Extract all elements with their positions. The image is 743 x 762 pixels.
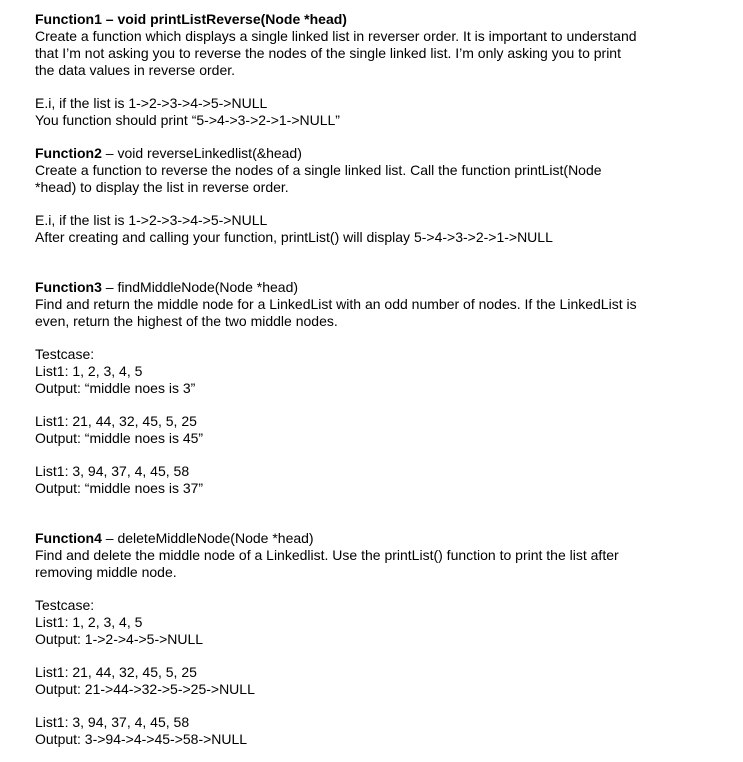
function3-heading: Function3 – findMiddleNode(Node *head): [35, 279, 299, 295]
function1-desc-line: the data values in reverse order.: [35, 62, 236, 78]
function4-section: [35, 530, 735, 748]
function4-case-output: Output: 3->94->4->45->58->NULL: [35, 731, 248, 747]
function4-testcase-label: Testcase:: [35, 597, 95, 613]
function4-desc-line: removing middle node.: [35, 564, 177, 580]
function4-heading: Function4 – deleteMiddleNode(Node *head): [35, 530, 314, 546]
function1-desc-line: Create a function which displays a single linked list in reverser order. It is important to understand: [35, 28, 637, 44]
function3-testcase-label: Testcase:: [35, 346, 95, 362]
function3-case-output: Output: “middle noes is 45”: [35, 430, 204, 446]
document-body: [35, 11, 735, 748]
function4-case-list: List1: 3, 94, 37, 4, 45, 58: [35, 714, 190, 730]
function4-desc-line: Find and delete the middle node of a Linkedlist. Use the printList() function to print the list after: [35, 547, 619, 563]
function3-section: [35, 279, 735, 497]
function4-case-output: Output: 1->2->4->5->NULL: [35, 631, 204, 647]
function4-case-list: List1: 21, 44, 32, 45, 5, 25: [35, 664, 197, 680]
function2-heading: Function2 – void reverseLinkedlist(&head): [35, 145, 302, 161]
function3-case-list: List1: 3, 94, 37, 4, 45, 58: [35, 463, 190, 479]
function2-desc-line: Create a function to reverse the nodes of a single linked list. Call the function printList(Node: [35, 162, 602, 178]
function1-section: [35, 11, 735, 129]
function1-example-line: You function should print “5->4->3->2->1->NULL”: [35, 112, 340, 128]
function1-example-line: E.i, if the list is 1->2->3->4->5->NULL: [35, 95, 268, 111]
function3-case-output: Output: “middle noes is 3”: [35, 380, 196, 396]
function1-heading: Function1 – void printListReverse(Node *head): [35, 11, 347, 27]
function3-desc-line: even, return the highest of the two middle nodes.: [35, 313, 338, 329]
function4-case-list: List1: 1, 2, 3, 4, 5: [35, 614, 143, 630]
function2-section: [35, 145, 735, 246]
function3-case-list: List1: 21, 44, 32, 45, 5, 25: [35, 413, 197, 429]
function3-desc-line: Find and return the middle node for a LinkedList with an odd number of nodes. If the LinkedList is: [35, 296, 637, 312]
function1-desc-line: that I’m not asking you to reverse the nodes of the single linked list. I’m only asking you to print: [35, 45, 621, 61]
function2-example-line: After creating and calling your function, printList() will display 5->4->3->2->1->NULL: [35, 229, 553, 245]
function4-case-output: Output: 21->44->32->5->25->NULL: [35, 681, 255, 697]
function2-desc-line: *head) to display the list in reverse order.: [35, 179, 289, 195]
function3-case-list: List1: 1, 2, 3, 4, 5: [35, 363, 143, 379]
function2-example-line: E.i, if the list is 1->2->3->4->5->NULL: [35, 212, 268, 228]
function3-case-output: Output: “middle noes is 37”: [35, 480, 204, 496]
